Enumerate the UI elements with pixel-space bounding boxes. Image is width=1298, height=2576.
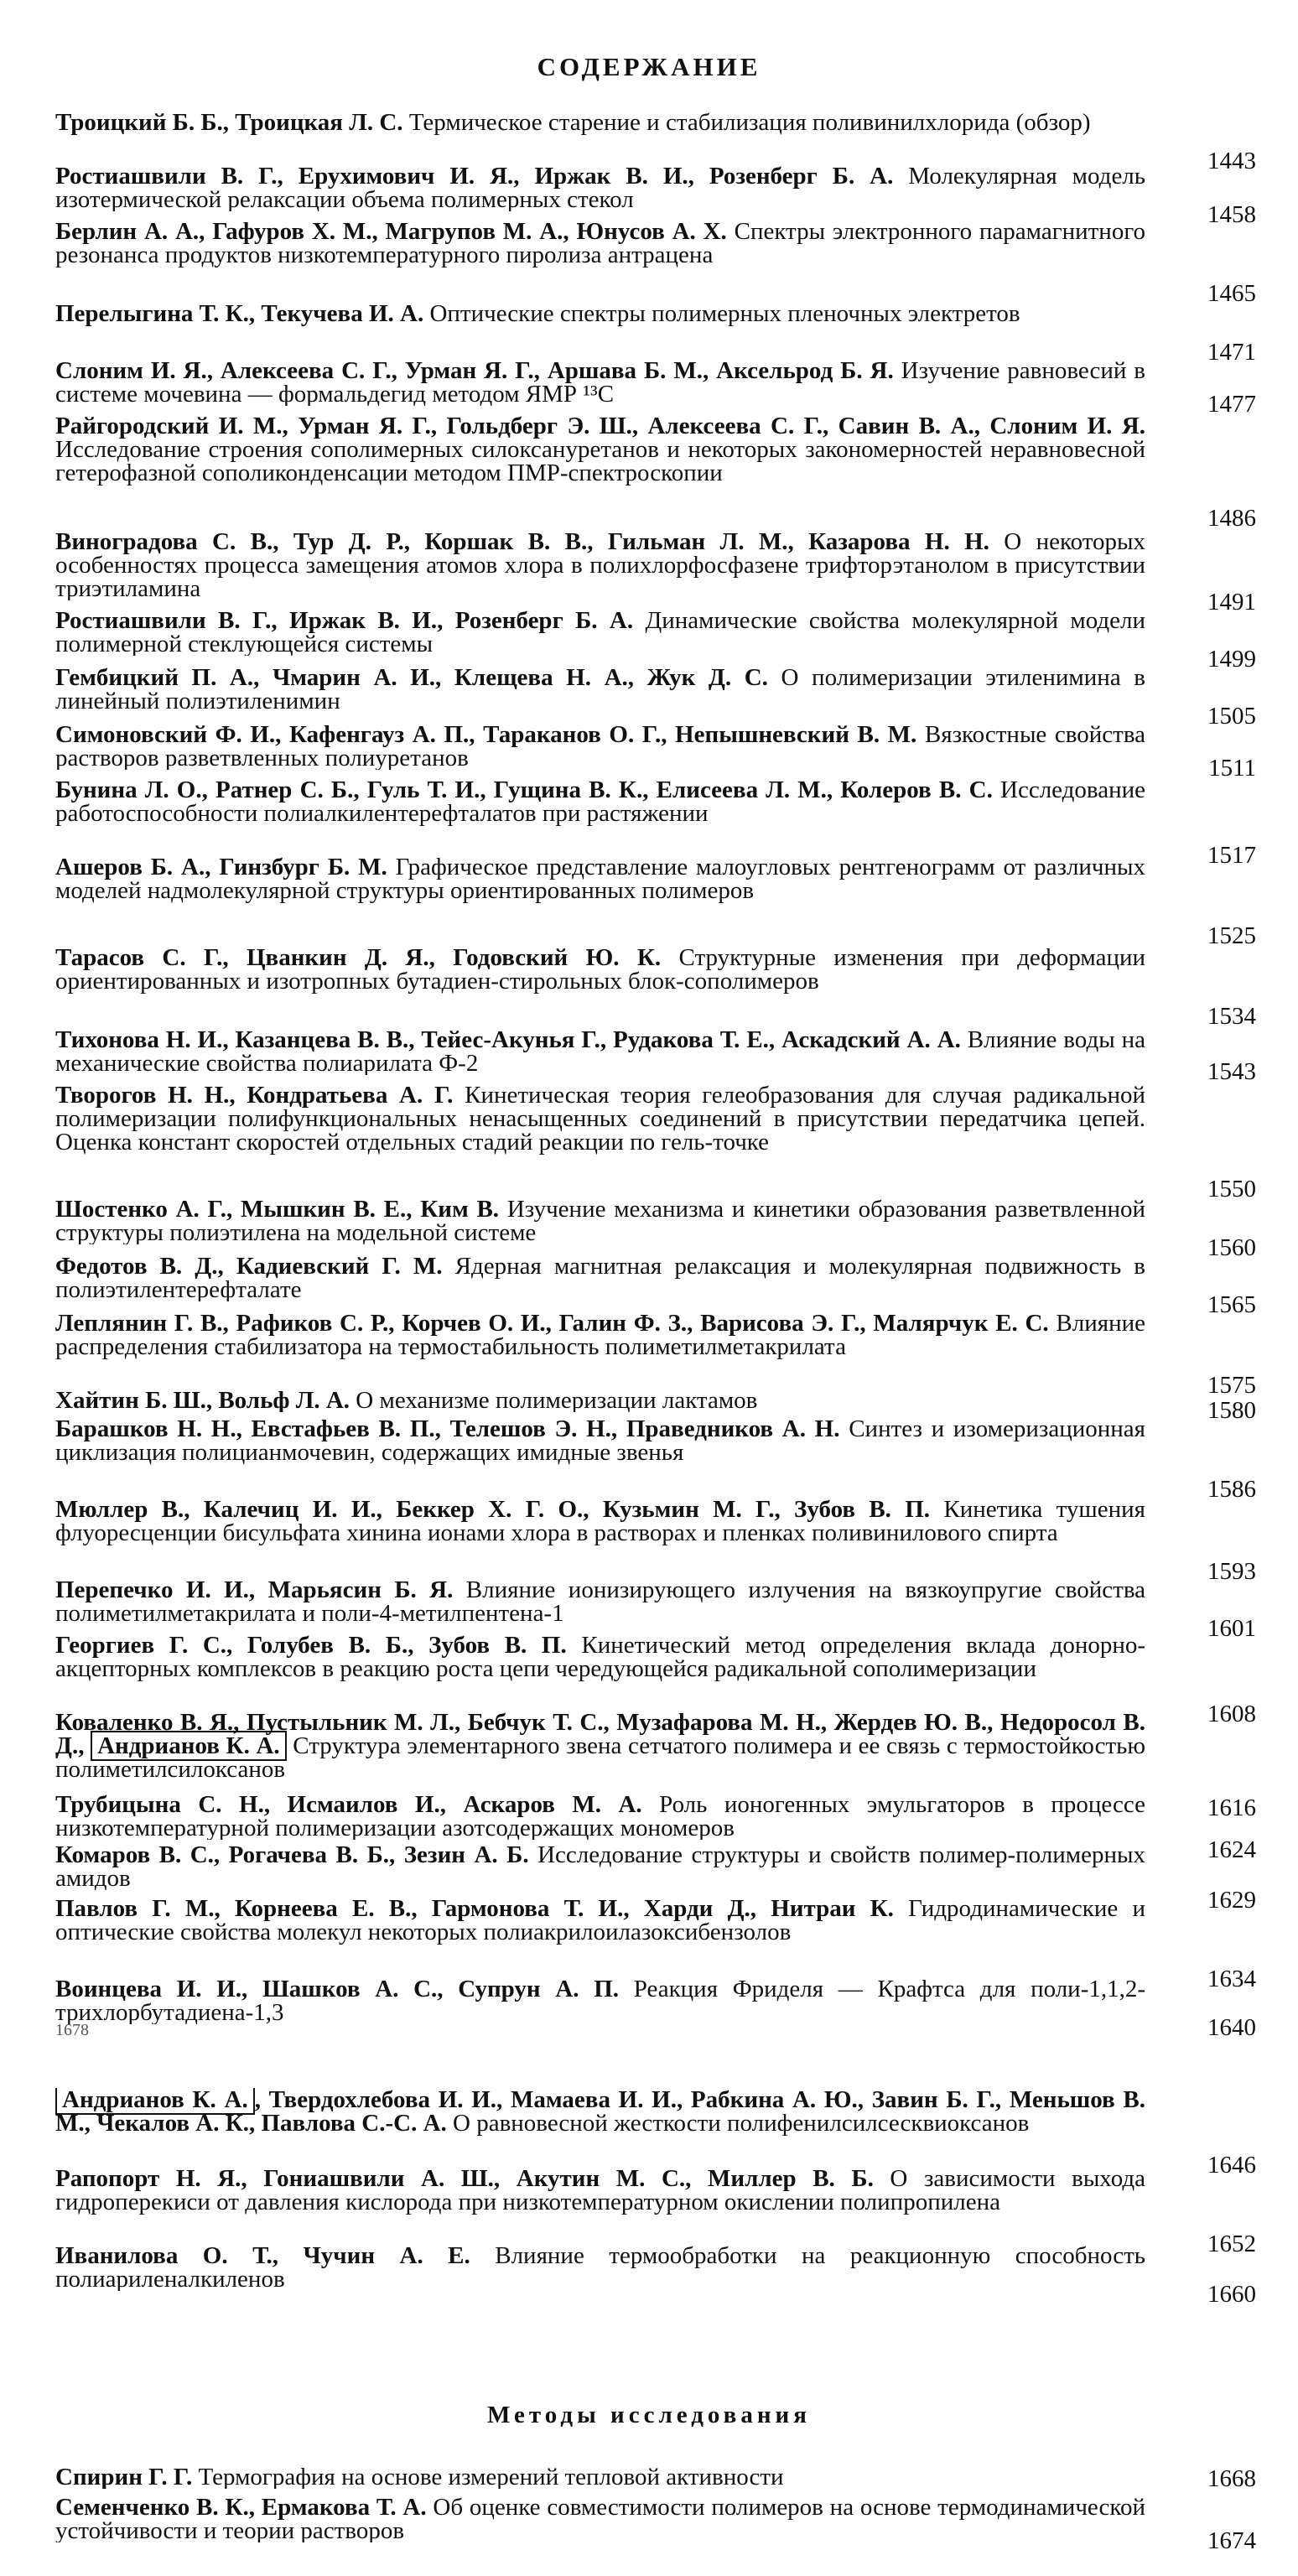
entry-title: Кинетика тушения флуоресценции бисульфата хинина ионами хлора в растворах и пленках поливинилового спирта — [55, 1498, 1145, 1546]
entry-title: О зависимости выхода гидроперекиси от давления кислорода при низкотемпературном окислении полипропилена — [55, 2167, 1145, 2215]
toc-entry — [55, 1197, 1254, 1244]
entry-title: Структурные изменения при деформации ориентированных и изотропных бутадиен-стирольных блок-сополимеров — [55, 946, 1145, 995]
entry-title: Гидродинамические и оптические свойства молекул некоторых полиакрилоилазоксибензолов — [55, 1897, 1145, 1945]
entry-title: Динамические свойства молекулярной модели полимерной стеклующейся системы — [55, 609, 1145, 656]
toc-entry — [55, 359, 1254, 406]
toc-entry — [55, 666, 1254, 713]
entry-authors: Тихонова Н. И., Казанцева В. В., Тейес-Акунья Г., Рудакова Т. Е., Аскадский А. А. — [55, 1028, 961, 1053]
entry-title: Вязкостные свойства растворов разветвленных полиуретанов — [55, 723, 1145, 770]
entry-authors: Хайтин Б. Ш., Вольф Л. А. — [55, 1389, 350, 1412]
entry-title: Термическое старение и стабилизация поливинилхлорида (обзор) — [408, 111, 1091, 136]
entry-page-number: 1491 — [1207, 589, 1256, 615]
entry-page-number: 1616 — [1207, 1794, 1256, 1821]
entry-title: Исследование структуры и свойств полимер-полимерных амидов — [55, 1843, 1145, 1890]
toc-entry — [55, 946, 1254, 1016]
toc-entry — [55, 220, 1254, 290]
entry-page-number: 1629 — [1207, 1887, 1256, 1914]
entry-title: О полимеризации этиленимина в линейный полиэтиленимин — [55, 666, 1145, 713]
entry-title: О некоторых особенностях процесса замещения атомов хлора в полихлорфосфазене трифторэтанолом в присутствии триэтиламина — [55, 530, 1145, 600]
entry-authors: Трубицына С. Н., Исмаилов И., Аскаров М. А. — [55, 1793, 642, 1818]
entry-authors: Симоновский Ф. И., Кафенгауз А. П., Тараканов О. Г., Непышневский В. М. — [55, 723, 917, 748]
entry-title: Влияние воды на механические свойства полиарилата Ф-2 — [55, 1028, 1145, 1075]
entry-title: Графическое представление малоугловых рентгенограмм от различных моделей надмолекулярной структуры ориентированных полимеров — [55, 855, 1145, 904]
entry-authors: Леплянин Г. В., Рафиков С. Р., Корчев О. И., Галин Ф. З., Варисова Э. Г., Малярчук Е. С. — [55, 1311, 1049, 1337]
entry-authors: Бунина Л. О., Ратнер С. Б., Гуль Т. И., Гущина В. К., Елисеева Л. М., Колеров В. С. — [55, 778, 993, 803]
entry-title: Оптические спектры полимерных пленочных электретов — [429, 302, 1020, 327]
entry-authors: Троицкий Б. Б., Троицкая Л. С. — [55, 111, 403, 136]
entry-authors: Семенченко В. К., Ермакова Т. А. — [55, 2496, 427, 2521]
entry-page-number: 1550 — [1207, 1176, 1256, 1202]
entry-authors: Берлин А. А., Гафуров Х. М., Магрупов М. А., Юнусов А. Х. — [55, 220, 727, 245]
entry-authors: , Твердохлебова И. И., Мамаева И. И., Рабкина А. Ю., Завин Б. Г., Меньшов В. М., Чекалов А. К., Павлова С.-С. А. — [55, 2088, 1145, 2137]
entry-authors: Павлов Г. М., Корнеева Е. В., Гармонова Т. И., Харди Д., Нитраи К. — [55, 1897, 894, 1922]
toc-entry — [55, 1977, 1254, 2024]
entry-title: Роль ионогенных эмульгаторов в процессе низкотемпературной полимеризации азотсодержащих мономеров — [55, 1793, 1145, 1840]
entry-title: Синтез и изомеризационная циклизация полицианмочевин, содержащих имидные звенья — [55, 1417, 1145, 1466]
toc-entry — [55, 1417, 1254, 1488]
entry-page-number: 1586 — [1207, 1476, 1256, 1503]
toc-entry — [55, 2496, 1254, 2542]
entry-authors: Ростиашвили В. Г., Иржак В. И., Розенберг Б. А. — [55, 609, 634, 634]
entry-page-number: 1575 — [1207, 1372, 1256, 1399]
toc-entry — [55, 778, 1254, 849]
entry-title: О равновесной жесткости полифенилсилсесквиоксанов — [453, 2110, 1030, 2137]
entry-page-number: 1477 — [1207, 391, 1256, 418]
toc-entry — [55, 609, 1254, 656]
entry-page-number: 1534 — [1207, 1003, 1256, 1030]
toc-entry — [55, 1083, 1254, 1201]
entry-authors: Воинцева И. И., Шашков А. С., Супрун А. П. — [55, 1977, 620, 2002]
toc-entry — [55, 530, 1254, 600]
toc-entry — [55, 1897, 1254, 1967]
entry-page-number: 1646 — [1207, 2152, 1256, 2179]
entry-title: Кинетическая теория гелеобразования для случая радикальной полимеризации полифункциональных ненасыщенных соединений в присутствии передатчика цепей. Оценка констант скоростей отдельных стадий реакции по гель-точке — [55, 1083, 1145, 1156]
entry-title: О механизме полимеризации лактамов — [356, 1389, 758, 1412]
toc-entry — [55, 2244, 1254, 2291]
entry-authors: Коваленко В. Я., Пустыльник М. Л., Бебчук Т. С., Музафарова М. Н., Жердев Ю. В., Недоросол В. Д., — [55, 1711, 1145, 1759]
entry-page-number: 1593 — [1207, 1558, 1256, 1585]
toc-entry — [55, 2465, 1254, 2489]
entry-page-number: 1674 — [1207, 2527, 1256, 2554]
entry-page-number: 1624 — [1207, 1836, 1256, 1863]
entry-authors: Виноградова С. В., Тур Д. Р., Коршак В. В., Гильман Л. М., Казарова Н. Н. — [55, 530, 989, 555]
entry-authors: Райгородский И. М., Урман Я. Г., Гольдберг Э. Ш., Алексеева С. Г., Савин В. А., Слоним И. Я. — [55, 414, 1145, 439]
entry-authors: Слоним И. Я., Алексеева С. Г., Урман Я. Г., Аршава Б. М., Аксельрод Б. Я. — [55, 359, 894, 384]
toc-entry — [55, 1498, 1254, 1568]
entry-authors: Шостенко А. Г., Мышкин В. Е., Ким В. — [55, 1197, 500, 1223]
toc-entry — [55, 723, 1254, 770]
entry-title: Термография на основе измерений тепловой активности — [198, 2465, 784, 2489]
entry-page-number: 1668 — [1207, 2465, 1256, 2492]
entry-title: Структура элементарного звена сетчатого полимера и ее связь с термостойкостью полиметилсилоксанов — [55, 1732, 1145, 1781]
entry-authors: Барашков Н. Н., Евстафьев В. П., Телешов Э. Н., Праведников А. Н. — [55, 1417, 840, 1442]
stray-page-mark: 1678 — [55, 2021, 89, 2039]
entry-title: Влияние ионизирующего излучения на вязкоупругие свойства полиметилметакрилата и поли-4-метилпентена-1 — [55, 1578, 1145, 1625]
entry-page-number: 1601 — [1207, 1615, 1256, 1642]
entry-title: Спектры электронного парамагнитного резонанса продуктов низкотемпературного пиролиза антрацена — [55, 220, 1145, 268]
entry-authors: Мюллер В., Калечиц И. И., Беккер Х. Г. О., Кузьмин М. Г., Зубов В. П. — [55, 1498, 931, 1523]
entry-page-number: 1443 — [1207, 148, 1256, 174]
toc-entry — [55, 855, 1254, 926]
entry-authors: Гембицкий П. А., Чмарин А. И., Клещева Н. А., Жук Д. С. — [55, 666, 768, 691]
entry-title: Исследование строения сополимерных силоксануретанов и некоторых закономерностей неравновесной гетерофазной сополиконденсации методом ПМР-спектроскопии — [55, 436, 1145, 486]
toc-entry — [55, 1311, 1254, 1382]
entry-page-number: 1560 — [1207, 1234, 1256, 1261]
entry-title: Кинетический метод определения вклада донорно-акцепторных комплексов в реакцию роста цепи чередующейся радикальной сополимеризации — [55, 1633, 1145, 1682]
contents-heading: СОДЕРЖАНИЕ — [537, 52, 761, 81]
entry-authors: Ростиашвили В. Г., Ерухимович И. Я., Иржак В. И., Розенберг Б. А. — [55, 164, 894, 190]
entry-title: Ядерная магнитная релаксация и молекулярная подвижность в полиэтилентерефталате — [55, 1254, 1145, 1301]
boxed-author: Андрианов К. А. — [55, 2088, 255, 2115]
entry-authors: Спирин Г. Г. — [55, 2465, 193, 2489]
entry-title: Изучение равновесий в системе мочевина — формальдегид методом ЯМР ¹³C — [55, 359, 1145, 406]
entry-title: Об оценке совместимости полимеров на основе термодинамической устойчивости и теории растворов — [55, 2496, 1145, 2542]
entry-page-number: 1525 — [1207, 922, 1256, 949]
toc-entry — [55, 2088, 1254, 2158]
entry-authors: Георгиев Г. С., Голубев В. Б., Зубов В. П. — [55, 1633, 567, 1659]
entry-title: Изучение механизма и кинетики образования разветвленной структуры полиэтилена на модельной системе — [55, 1197, 1145, 1244]
toc-entry — [55, 1389, 1254, 1412]
entry-page-number: 1608 — [1207, 1701, 1256, 1727]
section-heading-methods: Методы исследования — [487, 2402, 811, 2428]
toc-entry — [55, 1843, 1254, 1890]
toc-entry — [55, 1578, 1254, 1625]
entry-page-number: 1640 — [1207, 2014, 1256, 2041]
entry-page-number: 1580 — [1207, 1397, 1256, 1424]
toc-entry — [55, 2167, 1254, 2237]
entry-title: Реакция Фриделя — Крафтса для поли-1,1,2-трихлорбутадиена-1,3 — [55, 1977, 1145, 2024]
toc-entry — [55, 164, 1254, 211]
entry-page-number: 1517 — [1207, 842, 1256, 869]
toc-entry — [55, 1633, 1254, 1704]
toc-entry — [55, 111, 1254, 158]
entry-authors: Иванилова О. Т., Чучин А. Е. — [55, 2244, 470, 2269]
entry-page-number: 1486 — [1207, 505, 1256, 532]
entry-page-number: 1458 — [1207, 201, 1256, 228]
entry-authors: Ашеров Б. А., Гинзбург Б. М. — [55, 855, 387, 880]
entry-authors: Творогов Н. Н., Кондратьева А. Г. — [55, 1083, 454, 1109]
entry-page-number: 1660 — [1207, 2281, 1256, 2308]
toc-entry — [55, 1793, 1254, 1840]
toc-entry — [55, 1711, 1254, 1781]
entry-page-number: 1511 — [1208, 755, 1256, 782]
entry-authors: Тарасов С. Г., Цванкин Д. Я., Годовский Ю. К. — [55, 946, 662, 971]
entry-page-number: 1465 — [1207, 280, 1256, 307]
entry-title: Исследование работоспособности полиалкилентерефталатов при растяжении — [55, 778, 1145, 827]
entry-page-number: 1565 — [1207, 1291, 1256, 1318]
entry-authors: Комаров В. С., Рогачева В. Б., Зезин А. Б. — [55, 1843, 529, 1868]
entry-page-number: 1543 — [1207, 1058, 1256, 1085]
toc-entry — [55, 414, 1254, 532]
entry-page-number: 1471 — [1207, 339, 1256, 366]
toc-entry — [55, 1028, 1254, 1075]
toc-entry — [55, 302, 1254, 349]
entry-page-number: 1652 — [1207, 2231, 1256, 2257]
entry-authors: Федотов В. Д., Кадиевский Г. М. — [55, 1254, 443, 1280]
toc-entry — [55, 1254, 1254, 1301]
boxed-author: Андрианов К. А. — [91, 1731, 287, 1761]
entry-title: Влияние термообработки на реакционную способность полиариленалкиленов — [55, 2244, 1145, 2291]
entry-authors: Перепечко И. И., Марьясин Б. Я. — [55, 1578, 454, 1603]
entry-title: Молекулярная модель изотермической релаксации объема полимерных стекол — [55, 164, 1145, 211]
entry-authors: Перелыгина Т. К., Текучева И. А. — [55, 302, 424, 327]
entry-page-number: 1634 — [1207, 1966, 1256, 1992]
entry-title: Влияние распределения стабилизатора на термостабильность полиметилметакрилата — [55, 1311, 1145, 1360]
entry-authors: Рапопорт Н. Я., Гониашвили А. Ш., Акутин М. С., Миллер В. Б. — [55, 2167, 874, 2192]
entry-page-number: 1499 — [1207, 646, 1256, 673]
entry-page-number: 1505 — [1207, 703, 1256, 730]
